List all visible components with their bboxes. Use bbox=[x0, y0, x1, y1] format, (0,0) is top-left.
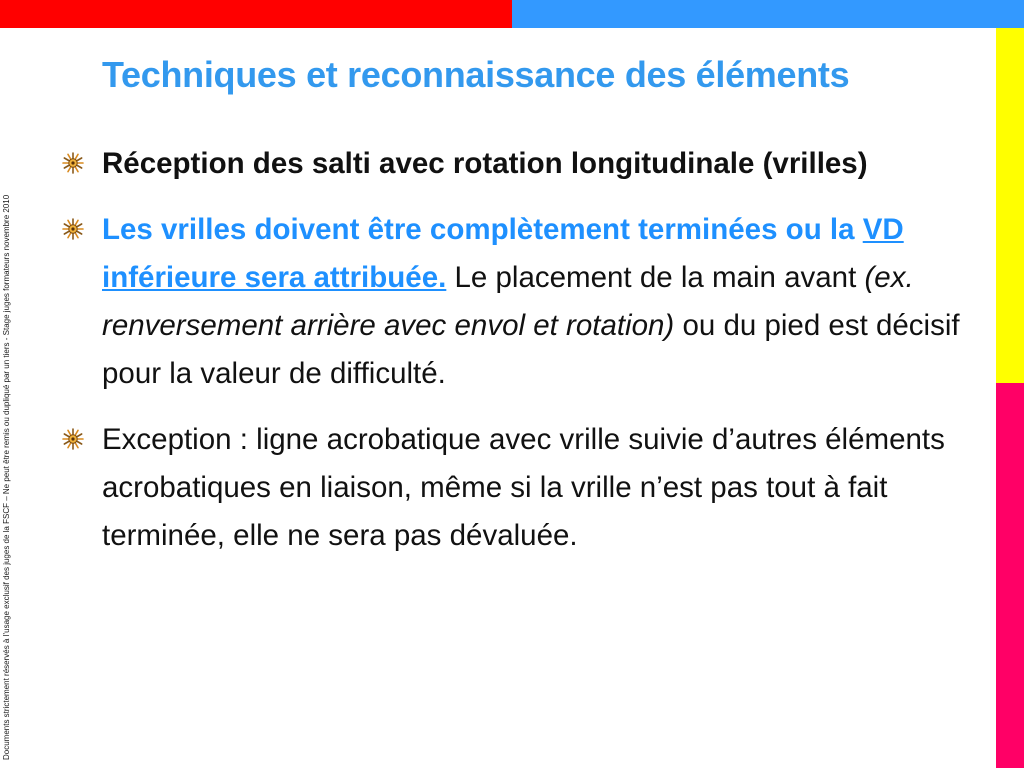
highlight-text: Les vrilles doivent être complètement terminées ou la bbox=[102, 213, 863, 246]
slide-title: Techniques et reconnaissance des éléments bbox=[102, 54, 850, 95]
bullet-text: Le placement de la main avant bbox=[446, 261, 865, 294]
bullet-item-3 bbox=[60, 416, 960, 560]
bullet-list bbox=[60, 140, 960, 578]
side-bar-pink bbox=[996, 383, 1024, 768]
bullet-text: Exception : ligne acrobatique avec vrille suivie d’autres éléments acrobatiques en liaison, même si la vrille n’est pas tout à fait terminée, elle ne sera pas dévaluée. bbox=[102, 423, 945, 552]
highlight-link[interactable]: VD inférieure sera attribuée. bbox=[102, 213, 904, 294]
top-bar-blue bbox=[512, 0, 1024, 28]
bullet-text: Réception des salti avec rotation longitudinale (vrilles) bbox=[102, 147, 868, 180]
vertical-footnote: Documents strictement réservés à l’usage exclusif des juges de la FSCF – Ne peut être remis ou dupliqué par un tiers - Stage juges formateurs novembre 2010 bbox=[2, 194, 11, 760]
example-italic-text: (ex. renversement arrière avec envol et rotation) bbox=[102, 261, 914, 342]
side-bar-yellow bbox=[996, 28, 1024, 383]
bullet-item-2 bbox=[60, 206, 960, 398]
starburst-bullet-icon bbox=[62, 428, 84, 450]
starburst-bullet-icon bbox=[62, 218, 84, 240]
starburst-bullet-icon bbox=[62, 152, 84, 174]
top-bar-red bbox=[0, 0, 512, 28]
bullet-item-1 bbox=[60, 140, 960, 188]
bullet-text: ou du pied est décisif pour la valeur de difficulté. bbox=[102, 309, 960, 390]
